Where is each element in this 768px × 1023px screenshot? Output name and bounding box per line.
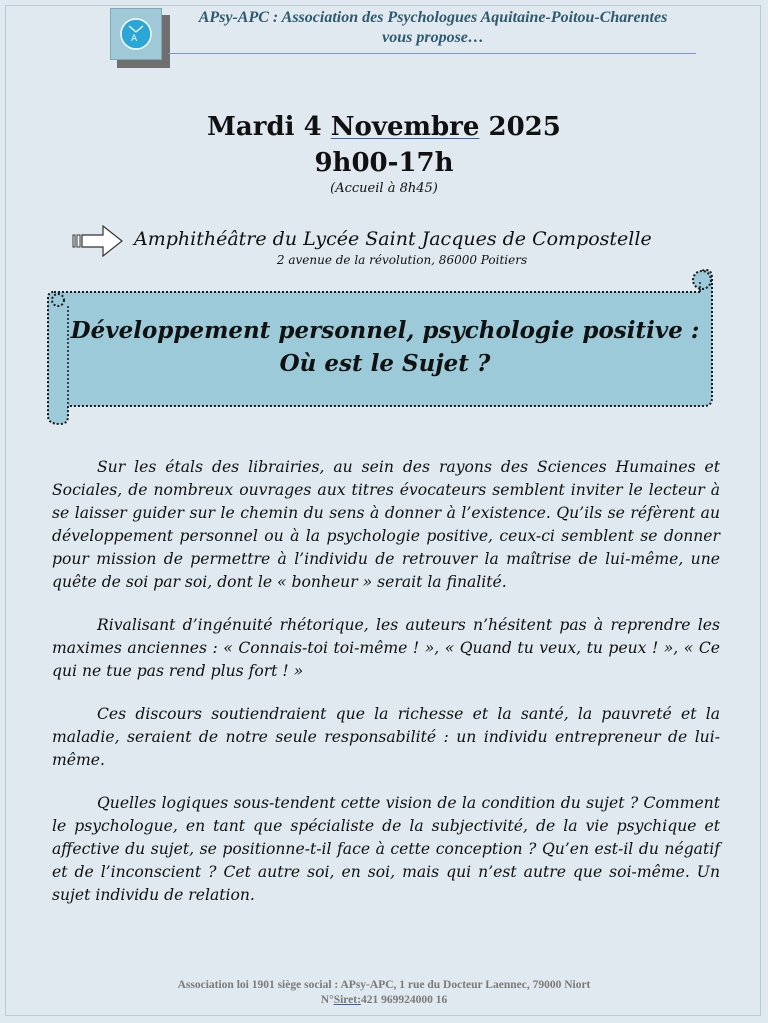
association-logo bbox=[110, 8, 162, 60]
siret-value: 421 969924000 16 bbox=[360, 994, 448, 1006]
event-day: Mardi 4 bbox=[207, 112, 322, 142]
footer-siret bbox=[0, 993, 768, 1008]
logo-emblem-icon bbox=[119, 17, 153, 51]
description-body bbox=[52, 456, 720, 927]
event-title-line1: Développement personnel, psychologie positive : bbox=[70, 317, 700, 344]
header-divider bbox=[168, 53, 696, 54]
event-venue: Amphithéâtre du Lycée Saint Jacques de Compostelle bbox=[134, 228, 652, 250]
description-paragraph: Sur les étals des librairies, au sein des rayons des Sciences Humaines et Sociales, de nombreux ouvrages aux titres évocateurs semblent inviter le lecteur à se laisser guider sur le chemin du sens à donner à l’existence. Qu’ils se réfèrent au développement personnel ou à la psychologie positive, ceux-ci semblent se donner pour mission de permettre à l’individu de retrouver la maîtrise de lui-même, une quête de soi par soi, dont le « bonheur » serait la finalité. bbox=[52, 458, 720, 591]
description-paragraph: Rivalisant d’ingénuité rhétorique, les auteurs n’hésitent pas à reprendre les maximes anciennes : « Connais-toi toi-même ! », « Quand tu veux, tu peux ! », « Ce qui ne tue pas rend plus fort ! » bbox=[52, 616, 720, 680]
header-association-name: APsy-APC : Association des Psychologues Aquitaine-Poitou-Charentes bbox=[198, 9, 668, 26]
event-time: 9h00-17h bbox=[314, 148, 454, 178]
event-address: 2 avenue de la révolution, 86000 Poitiers bbox=[276, 253, 528, 267]
event-welcome-time: (Accueil à 8h45) bbox=[330, 181, 438, 196]
event-date bbox=[0, 110, 768, 144]
event-title-line2: Où est le Sujet ? bbox=[279, 350, 491, 377]
description-paragraph: Quelles logiques sous-tendent cette vision de la condition du sujet ? Comment le psychologue, en tant que spécialiste de la subjectivité, de la vie psychique et affective du sujet, se positionne-t-il face à cette conception ? Qu’en est-il du négatif et de l’inconscient ? Cet autre soi, en soi, mais qui n’est autre que soi-même. Un sujet individu de relation. bbox=[52, 794, 720, 904]
event-month: Novembre bbox=[330, 112, 480, 142]
arrow-right-icon bbox=[72, 224, 124, 258]
logo-letter: A bbox=[131, 34, 138, 44]
event-title bbox=[62, 314, 708, 380]
description-paragraph: Ces discours soutiendraient que la richesse et la santé, la pauvreté et la maladie, seraient de notre seule responsabilité : un individu entrepreneur de lui-même. bbox=[52, 705, 720, 769]
footer bbox=[0, 978, 768, 1008]
siret-label: Siret: bbox=[333, 994, 361, 1006]
siret-prefix: N° bbox=[320, 994, 334, 1006]
header-proposes: vous propose… bbox=[382, 29, 484, 46]
footer-address: Association loi 1901 siège social : APsy-APC, 1 rue du Docteur Laennec, 79000 Niort bbox=[177, 979, 591, 991]
event-year: 2025 bbox=[488, 112, 561, 142]
header-text bbox=[168, 8, 698, 48]
